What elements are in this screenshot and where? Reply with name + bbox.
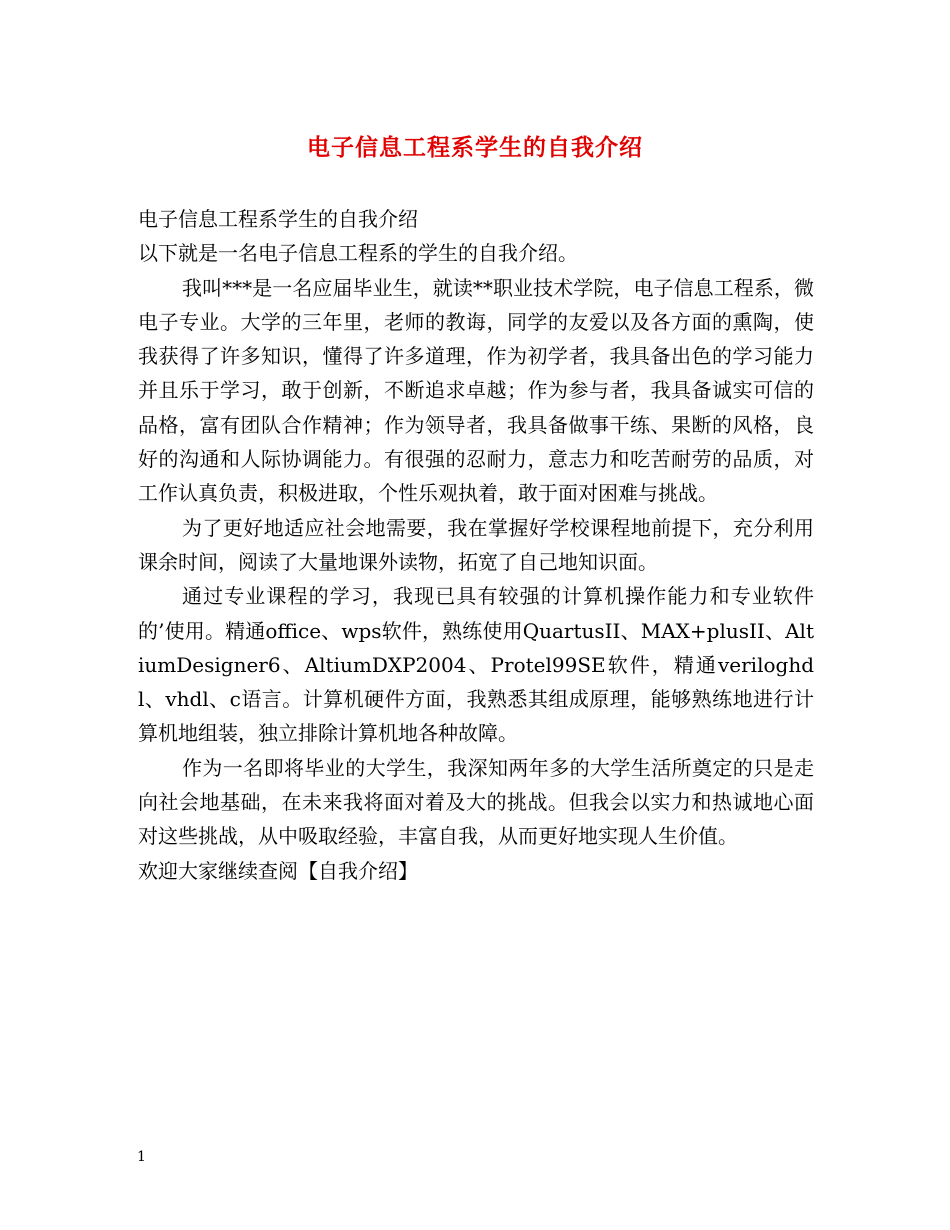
subtitle-line: 电子信息工程系学生的自我介绍 <box>138 207 418 231</box>
document-title: 电子信息工程系学生的自我介绍 <box>307 134 643 161</box>
paragraph-conclusion: 作为一名即将毕业的大学生，我深知两年多的大学生活所奠定的只是走向社会地基础，在未来我将面对着及大的挑战。但我会以实力和热诚地心面对这些挑战，从中吸取经验，丰富自我，从而更好地实现人生价值。 <box>138 755 814 849</box>
page-number: 1 <box>137 1149 146 1165</box>
document-body <box>138 202 814 888</box>
closing-line: 欢迎大家继续查阅【自我介绍】 <box>138 858 418 883</box>
paragraph-skills: 通过专业课程的学习，我现已具有较强的计算机操作能力和专业软件的’使用。精通office、wps软件，熟练使用QuartusII、MAX+plusII、AltiumDesigner6、AltiumDXP2004、Protel99SE软件，精通veriloghdl、vhdl、c语言。计算机硬件方面，我熟悉其组成原理，能够熟练地进行计算机地组装，独立排除计算机地各种故障。 <box>138 584 814 746</box>
paragraph-reading: 为了更好地适应社会地需要，我在掌握好学校课程地前提下，充分利用课余时间，阅读了大量地课外读物，拓宽了自己地知识面。 <box>138 515 814 574</box>
intro-line: 以下就是一名电子信息工程系的学生的自我介绍。 <box>138 241 578 266</box>
paragraph-background: 我叫***是一名应届毕业生，就读**职业技术学院，电子信息工程系，微电子专业。大学的三年里，老师的教诲，同学的友爱以及各方面的熏陶，使我获得了许多知识，懂得了许多道理，作为初学者，我具备出色的学习能力并且乐于学习，敢于创新，不断追求卓越；作为参与者，我具备诚实可信的品格，富有团队合作精神；作为领导者，我具备做事干练、果断的风格，良好的沟通和人际协调能力。有很强的忍耐力，意志力和吃苦耐劳的品质，对工作认真负责，积极进取，个性乐观执着，敢于面对困难与挑战。 <box>138 275 814 506</box>
